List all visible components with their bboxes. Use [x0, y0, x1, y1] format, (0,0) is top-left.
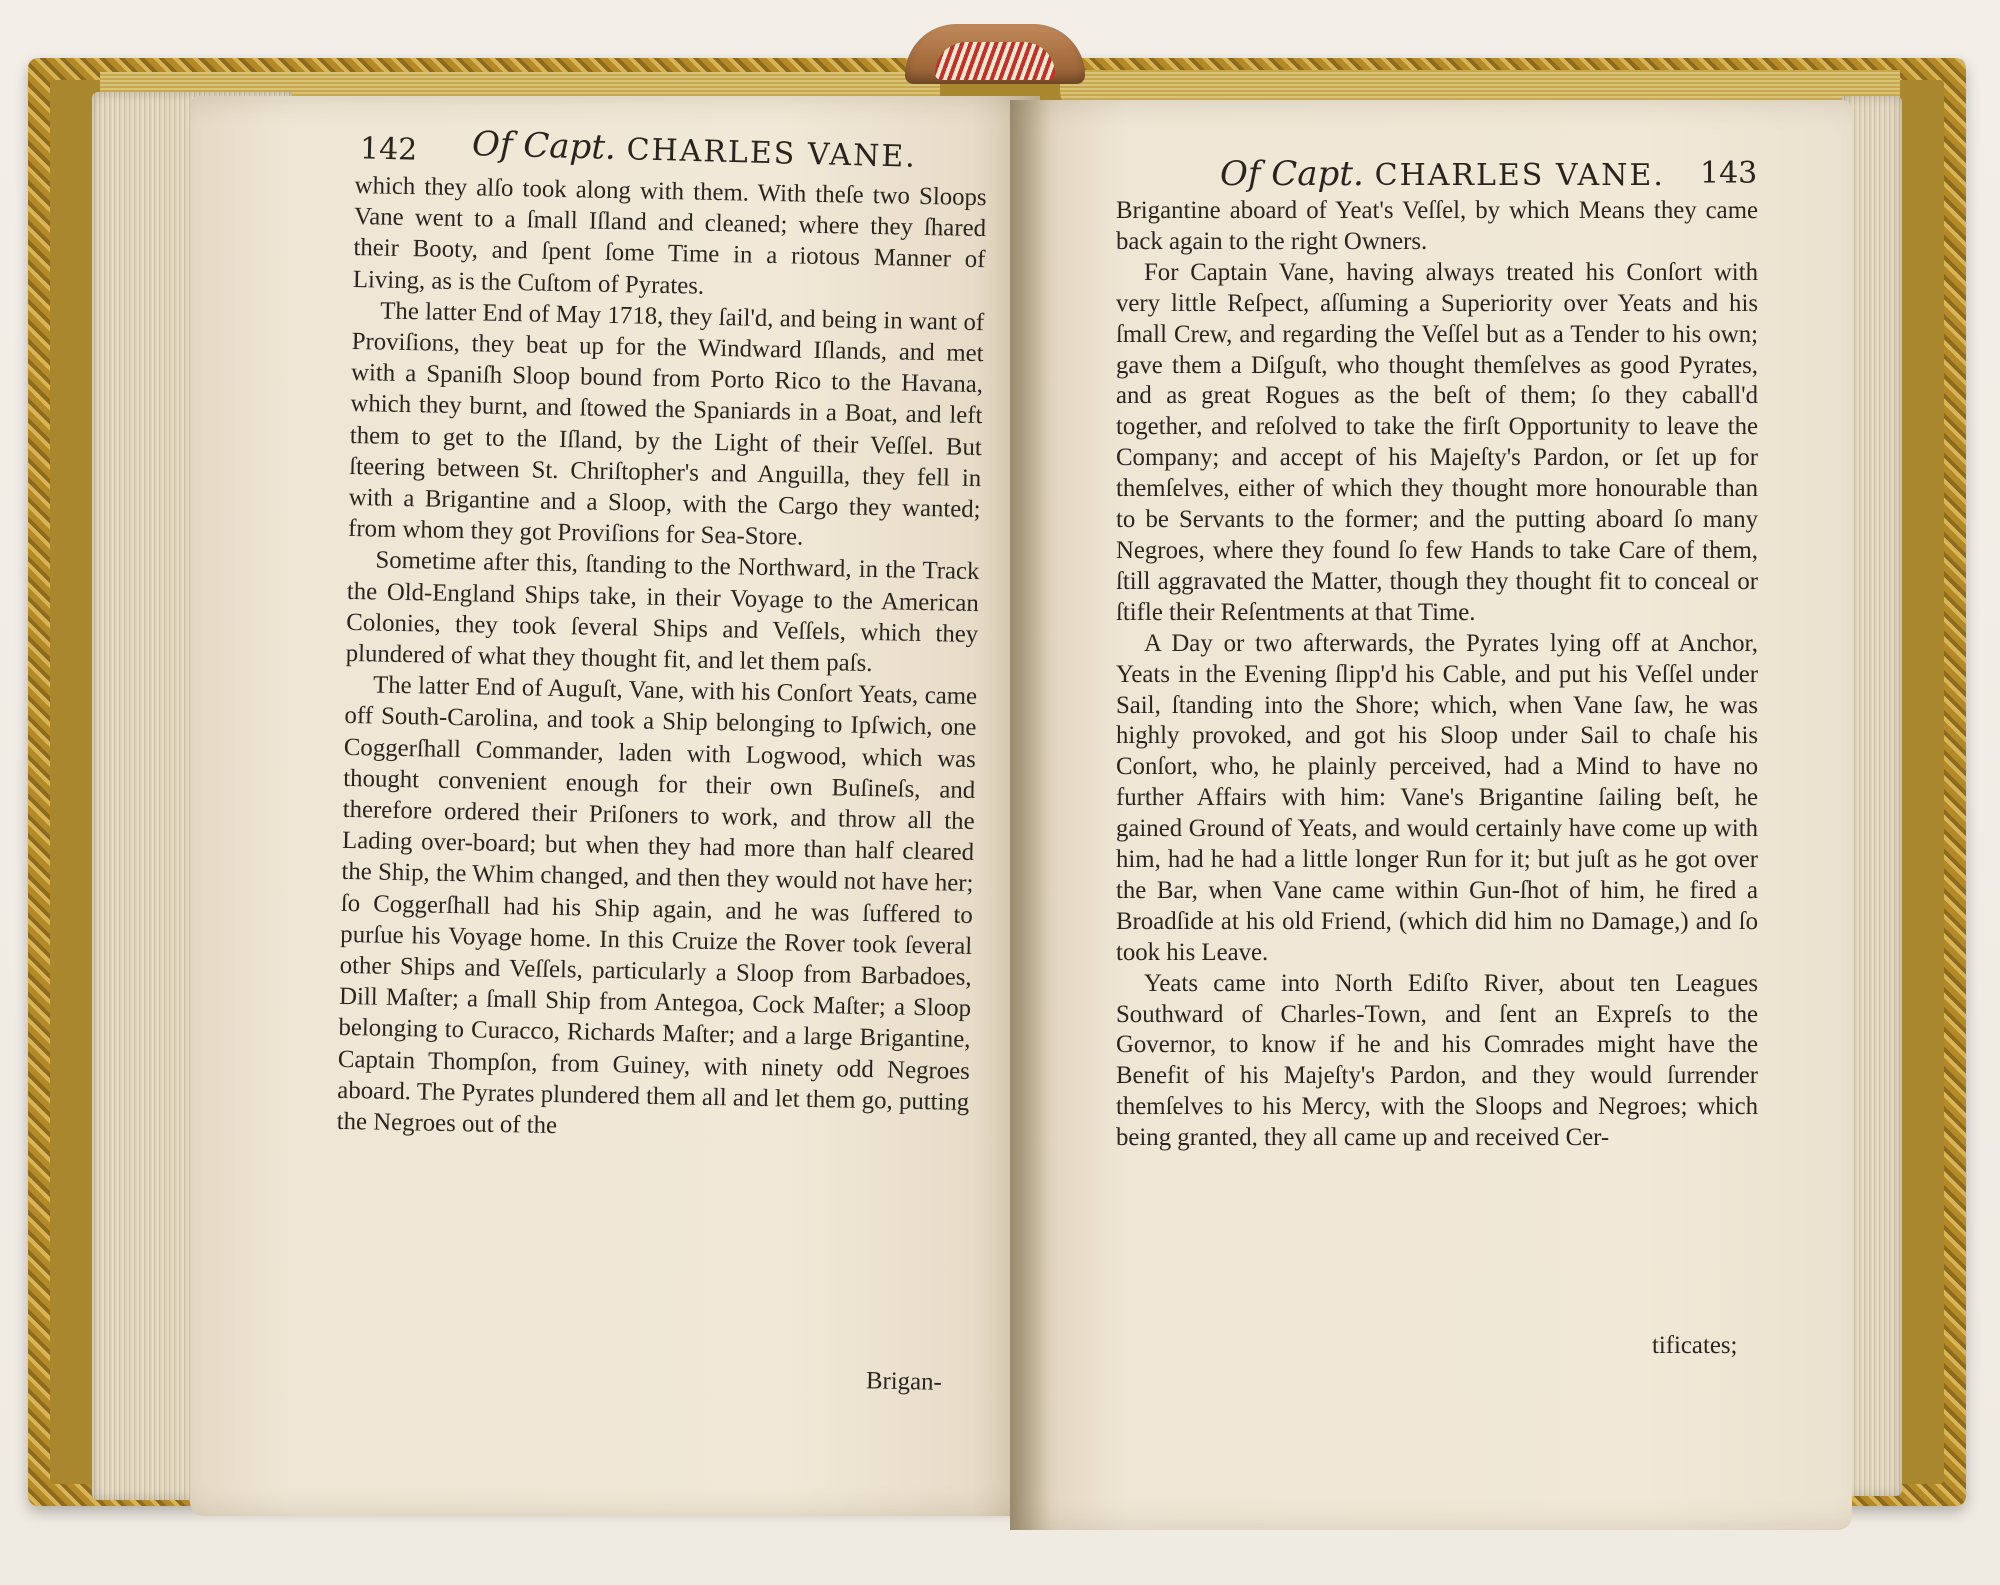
left-paragraph-2: The latter End of May 1718, they ſail'd, and being in want of Proviſions, they beat up for the Windward Iſlands, and met with a Spaniſh Sloop bound from Porto Rico to the Havana, which they burnt, and ſtowed the Spaniards in a Boat, and left them to get to the Iſland, by the Light of their Veſſel. But ſteering between St. Chriſtopher's and Anguilla, they fell in with a Brigantine and a Sloop, with the Cargo they wanted; from whom they got Proviſions for Sea-Store.: [347, 297, 985, 551]
left-paragraph-1: which they alſo took along with them. With theſe two Sloops Vane went to a ſmall Iſland and cleaned; where they ſhared their Booty, and ſpent ſome Time in a riotous Manner of Living, as is the Cuſtom of Pyrates.: [352, 171, 987, 300]
right-running-head: [1220, 154, 1665, 194]
right-running-head-name: CHARLES VANE.: [1374, 158, 1665, 193]
left-running-head-prefix: Of Capt.: [471, 124, 617, 168]
left-catchword: Brigan-: [865, 1367, 943, 1396]
left-paragraph-4: The latter End of Auguſt, Vane, with his Conſort Yeats, came off South-Carolina, and took a Ship belonging to Ipſwich, one Coggerſhall Commander, laden with Logwood, which was thought convenient enough for their own Buſineſs, and therefore ordered their Priſoners to work, and throw all the Lading over-board; but when they had more than half cleared the Ship, the Whim changed, and then they would not have her; ſo Coggerſhall had his Ship again, and he was ſuffered to purſue his Voyage home. In this Cruize the Rover took ſeveral other Ships and Veſſels, particularly a Sloop from Barbadoes, Dill Maſter; a ſmall Ship from Antegoa, Cock Maſter; a Sloop belonging to Curacco, Richards Maſter; and a large Brigantine, Captain Thompſon, from Guiney, with ninety odd Negroes aboard. The Pyrates plundered them all and let them go, putting the Negroes out of the: [336, 671, 978, 1140]
right-page-number: 143: [1700, 156, 1758, 191]
gutter-shadow: [1010, 100, 1050, 1530]
right-paragraph-4: Yeats came into North Ediſto River, about ten Leagues Southward of Charles-Town, and ſent an Expreſs to the Governor, to know if he and his Comrades might have the Benefit of his Majeſty's Pardon, and they would ſurrender themſelves to his Mercy, with the Sloops and Negroes; which being granted, they all came up and received Cer-: [1116, 969, 1758, 1152]
left-page-number: 142: [359, 131, 418, 168]
right-paragraph-1: Brigantine aboard of Yeat's Veſſel, by which Means they came back again to the right Owners.: [1116, 197, 1758, 255]
right-body-text: [1116, 196, 1758, 1154]
right-catchword: tificates;: [1652, 1332, 1738, 1359]
left-paragraph-3: Sometime after this, ſtanding to the Northward, in the Track the Old-England Ships take, in their Voyage to the American Colonies, they took ſeveral Ships and Veſſels, which they plundered of what they thought fit, and let them paſs.: [345, 546, 980, 678]
headband: [935, 42, 1055, 80]
left-running-head-name: CHARLES VANE.: [626, 132, 918, 175]
left-body-text: [336, 170, 986, 1149]
right-paragraph-3: A Day or two afterwards, the Pyrates lying off at Anchor, Yeats in the Evening ſlipp'd his Cable, and put his Veſſel under Sail, ſtanding into the Shore; which, when Vane ſaw, he was highly provoked, and got his Sloop under Sail to chaſe his Conſort, who, he plainly perceived, had a Mind to have no further Affairs with him: Vane's Brigantine ſailing beſt, he gained Ground of Yeats, and would certainly have come up with him, had he had a little longer Run for it; but juſt as he got over the Bar, when Vane came within Gun-ſhot of him, he fired a Broadſide at his old Friend, (which did him no Damage,) and ſo took his Leave.: [1116, 629, 1758, 966]
right-running-head-prefix: Of Capt.: [1220, 154, 1364, 194]
right-paragraph-2: For Captain Vane, having always treated his Conſort with very little Reſpect, aſſuming a Superiority over Yeats and his ſmall Crew, and regarding the Veſſel but as a Tender to his own; gave them a Diſguſt, who thought themſelves as good Pyrates, and as great Rogues as the beſt of them; ſo they caball'd together, and reſolved to take the firſt Opportunity to leave the Company; and accept of his Majeſty's Pardon, or ſet up for themſelves, either of which they thought more honourable than to be Servants to the former; and the putting aboard ſo many Negroes, where they found ſo few Hands to take Care of them, ſtill aggravated the Matter, though they thought fit to conceal or ſtifle their Reſentments at that Time.: [1116, 258, 1758, 626]
